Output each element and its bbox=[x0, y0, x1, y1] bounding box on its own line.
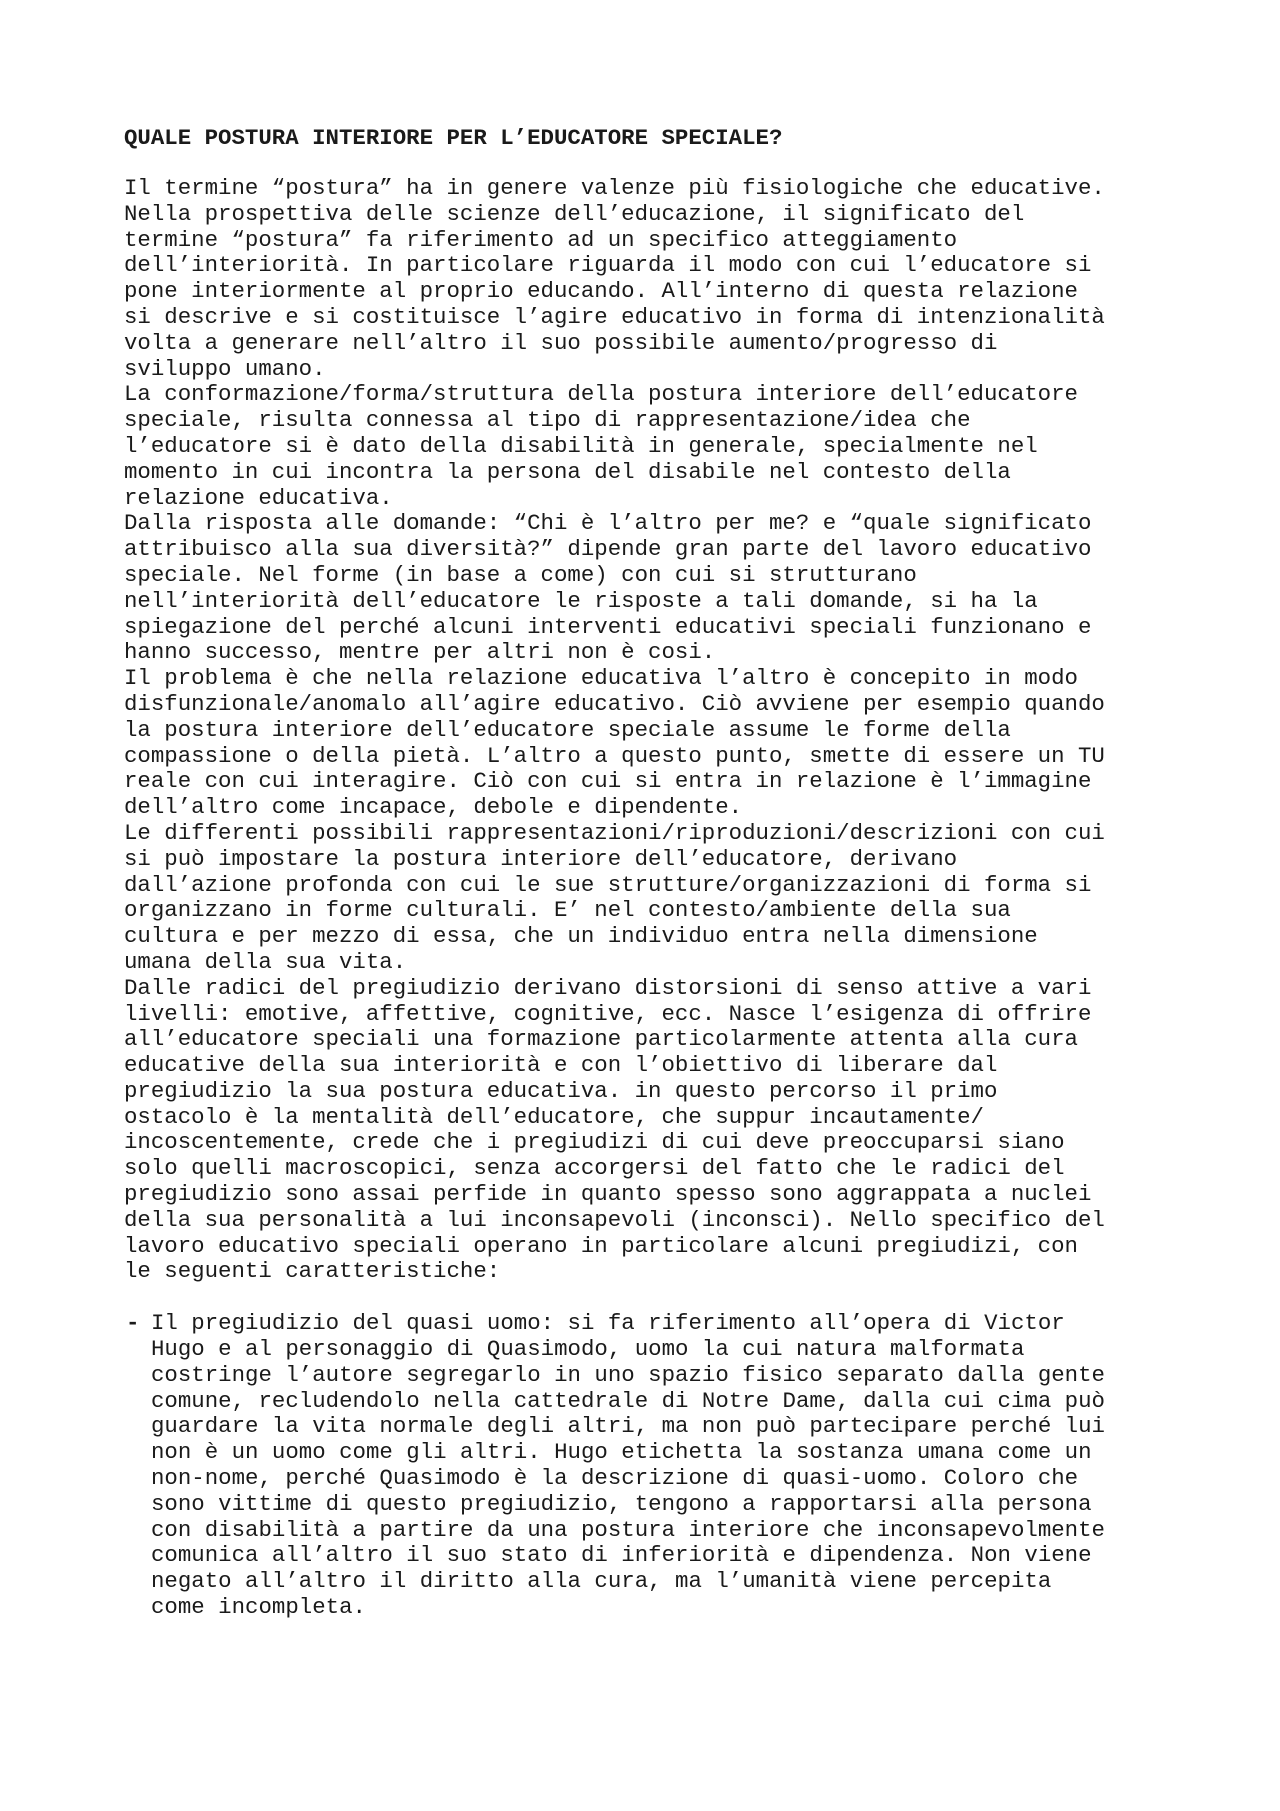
paragraph-line: pregiudizio sono assai perfide in quanto spesso sono aggrappata a nuclei bbox=[124, 1181, 1092, 1208]
paragraph-line: Nella prospettiva delle scienze dell’educazione, il significato del bbox=[124, 200, 1025, 227]
paragraph-line: Le differenti possibili rappresentazioni/riproduzioni/descrizioni con cui bbox=[124, 819, 1105, 846]
paragraph-line: la postura interiore dell’educatore speciale assume le forme della bbox=[124, 716, 1011, 743]
paragraph-line: disfunzionale/anomalo all’agire educativo. Ciò avviene per esempio quando bbox=[124, 690, 1105, 717]
bullet-line: come incompleta. bbox=[151, 1594, 366, 1621]
paragraph-line: organizzano in forme culturali. E’ nel contesto/ambiente della sua bbox=[124, 897, 1011, 924]
paragraph-line: si può impostare la postura interiore dell’educatore, derivano bbox=[124, 845, 958, 872]
paragraph-line: nell’interiorità dell’educatore le risposte a tali domande, si ha la bbox=[124, 587, 1038, 614]
paragraph-line: l’educatore si è dato della disabilità in generale, specialmente nel bbox=[124, 432, 1038, 459]
paragraph-line: solo quelli macroscopici, senza accorgersi del fatto che le radici del bbox=[124, 1155, 1065, 1182]
bullet-dash-icon: - bbox=[126, 1310, 140, 1337]
bullet-line: non-nome, perché Quasimodo è la descrizione di quasi-uomo. Coloro che bbox=[151, 1465, 1079, 1492]
paragraph-line: si descrive e si costituisce l’agire educativo in forma di intenzionalità bbox=[124, 303, 1105, 330]
paragraph-line: dall’azione profonda con cui le sue strutture/organizzazioni di forma si bbox=[124, 871, 1092, 898]
paragraph-line: volta a generare nell’altro il suo possibile aumento/progresso di bbox=[124, 329, 998, 356]
paragraph-line: Il termine “postura” ha in genere valenze più fisiologiche che educative. bbox=[124, 175, 1105, 201]
bullet-item bbox=[151, 1311, 1194, 1621]
paragraph-line: lavoro educativo speciali operano in particolare alcuni pregiudizi, con bbox=[124, 1232, 1078, 1259]
paragraph-line: le seguenti caratteristiche: bbox=[124, 1258, 501, 1285]
bullet-line: negato all’altro il diritto alla cura, ma l’umanità viene percepita bbox=[151, 1568, 1052, 1595]
paragraph-line: attribuisco alla sua diversità?” dipende gran parte del lavoro educativo bbox=[124, 536, 1092, 563]
paragraph-line: pregiudizio la sua postura educativa. in questo percorso il primo bbox=[124, 1077, 998, 1104]
paragraph-line: della sua personalità a lui inconsapevoli (inconsci). Nello specifico del bbox=[124, 1206, 1105, 1233]
paragraph-line: spiegazione del perché alcuni interventi educativi speciali funzionano e bbox=[124, 613, 1092, 640]
bullet-line: Hugo e al personaggio di Quasimodo, uomo la cui natura malformata bbox=[151, 1336, 1025, 1363]
paragraph-line: cultura e per mezzo di essa, che un individuo entra nella dimensione bbox=[124, 923, 1038, 950]
bullet-line: costringe l’autore segregarlo in uno spazio fisico separato dalla gente bbox=[151, 1361, 1105, 1388]
document-page bbox=[124, 122, 1194, 1621]
bullet-line: guardare la vita normale degli altri, ma non può partecipare perché lui bbox=[151, 1413, 1105, 1440]
bullet-line: comune, recludendolo nella cattedrale di Notre Dame, dalla cui cima può bbox=[151, 1387, 1105, 1414]
paragraph-line: dell’altro come incapace, debole e dipendente. bbox=[124, 794, 743, 821]
paragraph-line: livelli: emotive, affettive, cognitive, ecc. Nasce l’esigenza di offrire bbox=[124, 1000, 1092, 1027]
paragraph-line: relazione educativa. bbox=[124, 484, 393, 511]
paragraph-line: hanno successo, mentre per altri non è cosi. bbox=[124, 639, 716, 666]
paragraph-line: pone interiormente al proprio educando. All’interno di questa relazione bbox=[124, 278, 1078, 305]
paragraph-line: dell’interiorità. In particolare riguarda il modo con cui l’educatore si bbox=[124, 252, 1092, 279]
paragraph-line: ostacolo è la mentalità dell’educatore, che suppur incautamente/ bbox=[124, 1103, 984, 1130]
body-text bbox=[124, 176, 1194, 1285]
bullet-line: sono vittime di questo pregiudizio, tengono a rapportarsi alla persona bbox=[151, 1490, 1092, 1517]
paragraph-line: educative della sua interiorità e con l’obiettivo di liberare dal bbox=[124, 1052, 998, 1079]
paragraph-line: incoscentemente, crede che i pregiudizi di cui deve preoccuparsi siano bbox=[124, 1129, 1065, 1156]
bullet-line: Il pregiudizio del quasi uomo: si fa riferimento all’opera di Victor bbox=[151, 1310, 1065, 1337]
bullet-list bbox=[124, 1311, 1194, 1621]
document-title: QUALE POSTURA INTERIORE PER L’EDUCATORE SPECIALE? bbox=[124, 125, 783, 151]
paragraph-line: speciale. Nel forme (in base a come) con cui si strutturano bbox=[124, 561, 917, 588]
paragraph-line: Dalla risposta alle domande: “Chi è l’altro per me? e “quale significato bbox=[124, 510, 1092, 537]
bullet-line: comunica all’altro il suo stato di inferiorità e dipendenza. Non viene bbox=[151, 1542, 1092, 1569]
paragraph-line: all’educatore speciali una formazione particolarmente attenta alla cura bbox=[124, 1026, 1078, 1053]
bullet-line: non è un uomo come gli altri. Hugo etichetta la sostanza umana come un bbox=[151, 1439, 1092, 1466]
paragraph-line: momento in cui incontra la persona del disabile nel contesto della bbox=[124, 458, 1011, 485]
paragraph-line: Dalle radici del pregiudizio derivano distorsioni di senso attive a vari bbox=[124, 974, 1092, 1001]
paragraph-line: speciale, risulta connessa al tipo di rappresentazione/idea che bbox=[124, 407, 971, 434]
paragraph-line: termine “postura” fa riferimento ad un specifico atteggiamento bbox=[124, 226, 958, 253]
paragraph-line: La conformazione/forma/struttura della postura interiore dell’educatore bbox=[124, 381, 1078, 408]
paragraph-line: compassione o della pietà. L’altro a questo punto, smette di essere un TU bbox=[124, 742, 1105, 769]
paragraph-line: sviluppo umano. bbox=[124, 355, 326, 382]
paragraph-line: umana della sua vita. bbox=[124, 948, 407, 975]
paragraph-line: reale con cui interagire. Ciò con cui si entra in relazione è l’immagine bbox=[124, 768, 1092, 795]
bullet-line: con disabilità a partire da una postura interiore che inconsapevolmente bbox=[151, 1516, 1105, 1543]
paragraph-line: Il problema è che nella relazione educativa l’altro è concepito in modo bbox=[124, 665, 1078, 692]
